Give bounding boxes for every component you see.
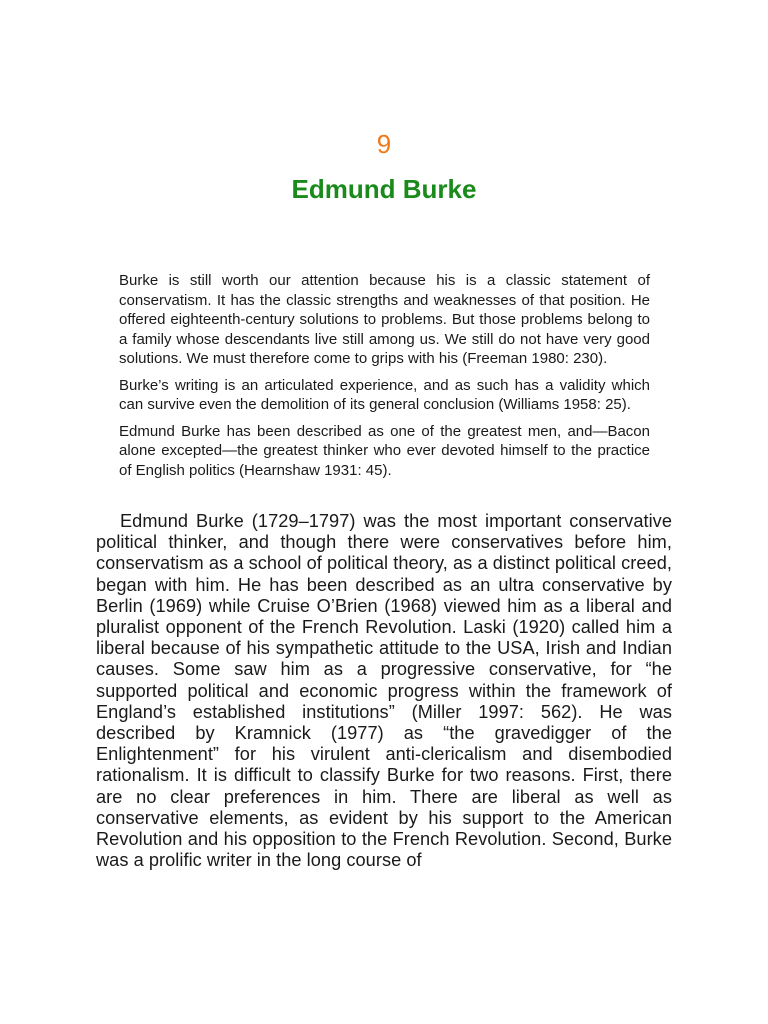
chapter-title: Edmund Burke bbox=[291, 174, 477, 204]
chapter-number: 9 bbox=[376, 129, 392, 159]
epigraph-hearnshaw: Edmund Burke has been described as one of the greatest men, and—Bacon alone excepted—the greatest thinker who ever devoted himself to the practice of English politics (Hearnshaw 1931: 45). bbox=[119, 422, 650, 479]
body-paragraph: Edmund Burke (1729–1797) was the most important conservative political thinker, and though there were conservatives before him, conservatism as a school of political theory, as a distinct political creed, began with him. He has been described as an ultra conservative by Berlin (1969) while Cruise O’Brien (1968) viewed him as a liberal and pluralist opponent of the French Revolution. Laski (1920) called him a liberal because of his sympathetic attitude to the USA, Irish and Indian causes. Some saw him as a progressive conservative, for “he supported political and economic progress within the framework of England’s established institutions” (Miller 1997: 562). He was described by Kramnick (1977) as “the gravedigger of the Enlightenment” for his virulent anti-clericalism and disembodied rationalism. It is difficult to classify Burke for two reasons. First, there are no clear preferences in him. There are liberal as well as conservative elements, as evident by his support to the American Revolution and his opposition to the French Revolution. Second, Burke was a prolific writer in the long course of bbox=[96, 511, 672, 871]
epigraph-williams: Burke’s writing is an articulated experience, and as such has a validity which can survive even the demolition of its general conclusion (Williams 1958: 25). bbox=[119, 376, 650, 413]
epigraph-block bbox=[119, 271, 650, 487]
epigraph-freeman: Burke is still worth our attention because his is a classic statement of conservatism. It has the classic strengths and weaknesses of that position. He offered eighteenth-century solutions to problems. But those problems belong to a family whose descendants live still among us. We still do not have very good solutions. We must therefore come to grips with his (Freeman 1980: 230). bbox=[119, 272, 650, 367]
